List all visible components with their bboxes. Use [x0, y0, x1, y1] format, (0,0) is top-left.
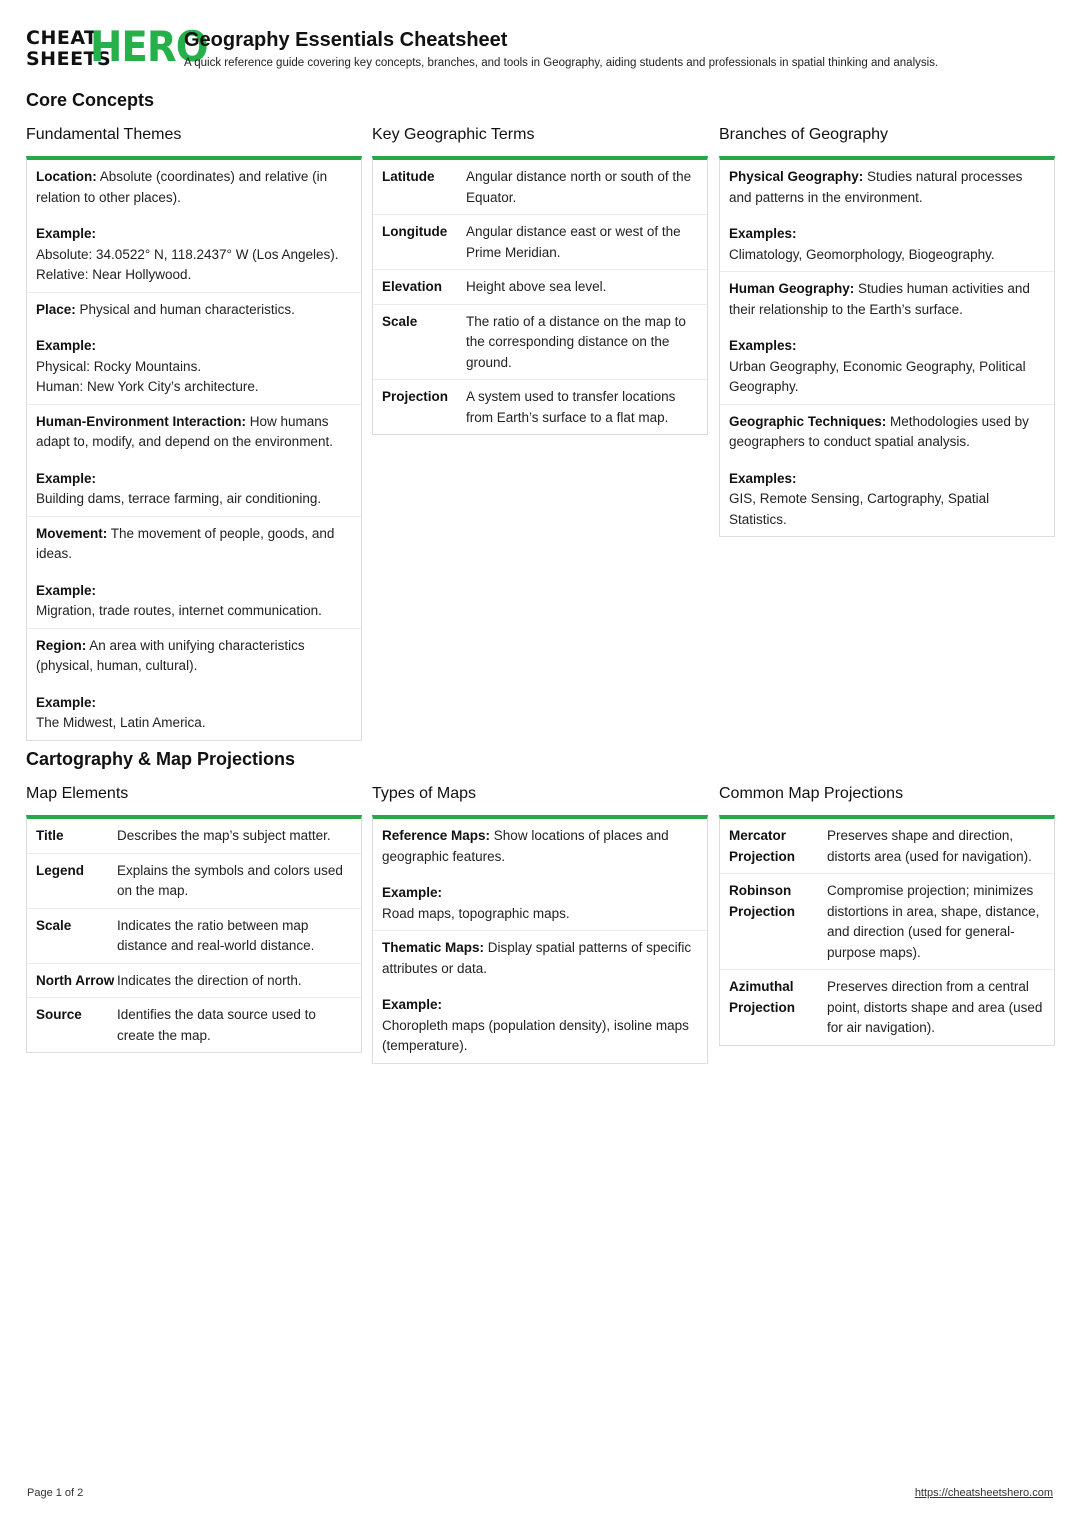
definition-cell: Preserves direction from a central point, distorts shape and area (used for air navigation). [827, 979, 1043, 1035]
item-label: Place: [36, 301, 76, 317]
term-cell: Title [36, 828, 64, 843]
item-desc: An area with unifying characteristics (physical, human, cultural). [36, 637, 305, 673]
item-desc: Display spatial patterns of specific attributes or data. [382, 940, 692, 976]
term-cell: Mercator Projection [729, 828, 796, 864]
card-map-elements [26, 783, 362, 1053]
item-desc: Studies human activities and their relationship to the Earth’s surface. [729, 281, 1030, 317]
definition-cell: Describes the map’s subject matter. [117, 828, 331, 843]
table-row [27, 998, 361, 1052]
list-item [27, 160, 361, 293]
example-text: Human: New York City’s architecture. [36, 379, 259, 394]
item-label: Movement: [36, 525, 108, 541]
item-label: Human Geography: [729, 281, 855, 296]
table-row [27, 964, 361, 999]
card-branches-of-geography [719, 124, 1055, 537]
card-title: Map Elements [26, 785, 129, 802]
term-cell: Projection [382, 389, 449, 404]
list-item [27, 629, 361, 740]
item-label: Physical Geography: [729, 169, 864, 184]
page-header [26, 22, 1056, 74]
example-label: Example: [36, 694, 97, 710]
logo-sheets: SHEETS [26, 48, 112, 70]
table-row [27, 819, 361, 854]
item-label: Location: [36, 169, 97, 184]
table-row [720, 970, 1054, 1045]
item-desc: Absolute (coordinates) and relative (in relation to other places). [36, 169, 328, 205]
table-row [373, 380, 707, 434]
definition-cell: Indicates the ratio between map distance and real-world distance. [117, 917, 315, 953]
definition-cell: Explains the symbols and colors used on the map. [117, 862, 343, 898]
item-desc: Studies natural processes and patterns in the environment. [729, 169, 1023, 205]
example-text: Urban Geography, Economic Geography, Political Geography. [729, 358, 1026, 394]
section-title-core-concepts: Core Concepts [26, 90, 155, 110]
example-text: Choropleth maps (population density), isoline maps (temperature). [382, 1017, 689, 1053]
term-cell: Scale [382, 313, 418, 329]
logo-hero: HERO [90, 22, 208, 71]
item-desc: Show locations of places and geographic features. [382, 828, 669, 864]
table-row [373, 270, 707, 305]
example-label: Example: [36, 470, 97, 486]
card-body [719, 815, 1055, 1046]
definition-cell: Compromise projection; minimizes distortions in area, shape, distance, and direction (used for general-purpose maps). [827, 883, 1040, 960]
term-cell: Legend [36, 862, 85, 878]
card-title: Branches of Geography [719, 126, 888, 143]
term-cell: North Arrow [36, 972, 115, 988]
card-body [26, 156, 362, 741]
list-item [27, 517, 361, 629]
card-common-map-projections [719, 783, 1055, 1046]
table-row [720, 874, 1054, 970]
item-desc: Methodologies used by geographers to conduct spatial analysis. [729, 413, 1029, 449]
term-cell: Robinson Projection [729, 883, 796, 919]
example-text: Migration, trade routes, internet communication. [36, 603, 322, 618]
site-link[interactable]: https://cheatsheetshero.com [914, 1487, 1053, 1499]
card-title: Types of Maps [372, 785, 477, 802]
term-cell: Elevation [382, 279, 443, 294]
table-row [373, 215, 707, 270]
card-body [719, 156, 1055, 537]
list-item [27, 293, 361, 405]
example-label: Examples: [729, 338, 797, 353]
term-cell: Longitude [382, 224, 448, 239]
example-text: Climatology, Geomorphology, Biogeography. [729, 246, 995, 262]
table-row [373, 305, 707, 381]
definition-cell: Height above sea level. [466, 279, 607, 294]
example-text: The Midwest, Latin America. [36, 715, 206, 730]
list-item [27, 405, 361, 517]
term-cell: Azimuthal Projection [729, 979, 796, 1015]
example-text: Building dams, terrace farming, air conditioning. [36, 491, 322, 506]
card-body [26, 815, 362, 1053]
term-cell: Scale [36, 917, 72, 933]
card-body [372, 156, 708, 435]
example-text: Road maps, topographic maps. [382, 905, 570, 921]
list-item [373, 819, 707, 931]
item-label: Human-Environment Interaction: [36, 413, 247, 429]
example-label: Examples: [729, 470, 797, 486]
header-titles [184, 28, 938, 70]
example-label: Example: [382, 997, 443, 1012]
example-label: Example: [36, 226, 97, 241]
list-item [720, 160, 1054, 272]
term-cell: Latitude [382, 169, 435, 184]
item-label: Thematic Maps: [382, 940, 485, 955]
card-fundamental-themes [26, 124, 362, 741]
item-label: Geographic Techniques: [729, 413, 887, 429]
card-types-of-maps [372, 783, 708, 1064]
list-item [720, 405, 1054, 537]
card-title: Key Geographic Terms [372, 126, 535, 143]
table-row [373, 160, 707, 215]
definition-cell: Angular distance east or west of the Prime Meridian. [466, 224, 681, 260]
example-text: Absolute: 34.0522° N, 118.2437° W (Los Angeles). [36, 246, 339, 262]
item-desc: How humans adapt to, modify, and depend on the environment. [36, 413, 333, 449]
definition-cell: Angular distance north or south of the Equator. [466, 169, 692, 205]
item-label: Reference Maps: [382, 828, 491, 843]
example-label: Examples: [729, 226, 797, 241]
definition-cell: Indicates the direction of north. [117, 972, 302, 988]
example-text: Physical: Rocky Mountains. [36, 358, 202, 374]
example-label: Example: [36, 338, 97, 353]
logo-cheat: CHEAT [26, 27, 98, 49]
item-desc: The movement of people, goods, and ideas. [36, 525, 335, 561]
example-label: Example: [36, 582, 97, 598]
definition-cell: Identifies the data source used to create the map. [117, 1007, 316, 1043]
list-item [720, 272, 1054, 405]
page-title: Geography Essentials Cheatsheet [184, 29, 508, 51]
definition-cell: The ratio of a distance on the map to the corresponding distance on the ground. [466, 313, 686, 370]
example-label: Example: [382, 885, 443, 900]
page-subtitle: A quick reference guide covering key concepts, branches, and tools in Geography, aiding students and professionals in spatial thinking and analysis. [184, 57, 939, 69]
cheatsheetshero-logo[interactable] [26, 22, 208, 72]
definition-cell: A system used to transfer locations from Earth’s surface to a flat map. [466, 389, 676, 425]
item-desc: Physical and human characteristics. [75, 301, 295, 317]
card-title: Fundamental Themes [26, 126, 182, 143]
card-body [372, 815, 708, 1064]
card-title: Common Map Projections [719, 785, 904, 802]
card-key-geographic-terms [372, 124, 708, 435]
item-label: Region: [36, 637, 87, 653]
page-number: Page 1 of 2 [27, 1487, 84, 1499]
table-row [27, 909, 361, 964]
term-cell: Source [36, 1007, 82, 1022]
example-text: Relative: Near Hollywood. [36, 267, 192, 282]
list-item [373, 931, 707, 1063]
example-text: GIS, Remote Sensing, Cartography, Spatial Statistics. [729, 491, 990, 527]
table-row [27, 854, 361, 909]
section-title-cartography: Cartography & Map Projections [26, 749, 296, 769]
definition-cell: Preserves shape and direction, distorts area (used for navigation). [827, 828, 1032, 864]
table-row [720, 819, 1054, 874]
